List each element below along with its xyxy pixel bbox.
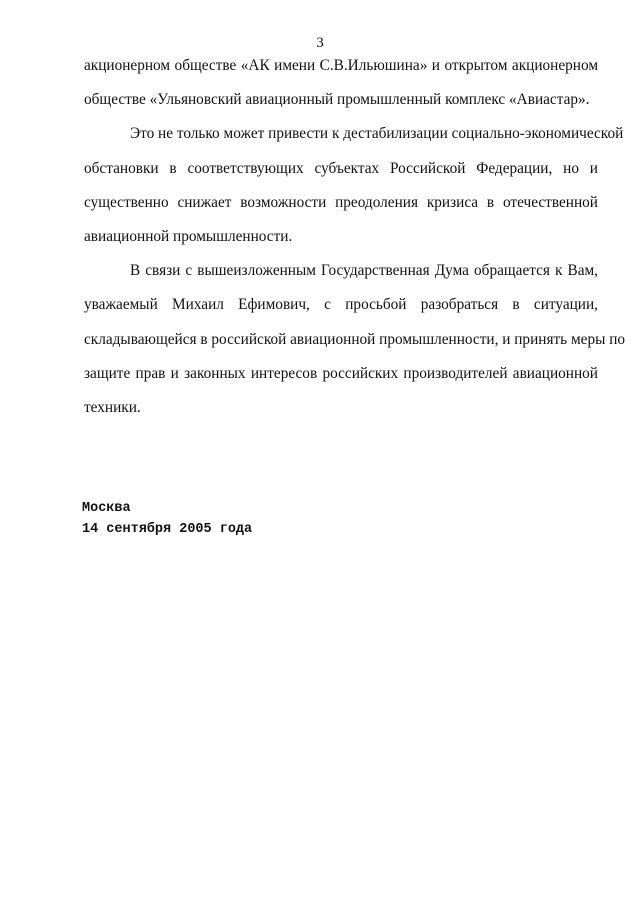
body-line: защите прав и законных интересов российских производителей авиационной: [84, 364, 598, 382]
city-label: Москва: [82, 501, 131, 516]
date-label: 14 сентября 2005 года: [82, 522, 253, 537]
letter-body: [84, 52, 626, 428]
body-line: обстановки в соответствующих субъектах Российской Федерации, но и: [84, 159, 598, 177]
body-line: авиационной промышленности.: [84, 227, 293, 245]
body-line: техники.: [84, 398, 141, 416]
page-number: 3: [316, 35, 324, 51]
body-line: уважаемый Михаил Ефимович, с просьбой разобраться в ситуации,: [84, 296, 598, 314]
body-line: Это не только может привести к дестабилизации социально-экономической: [130, 125, 624, 143]
body-line: складывающейся в российской авиационной промышленности, и принять меры по: [84, 330, 626, 348]
body-line: существенно снижает возможности преодоления кризиса в отечественной: [84, 193, 598, 211]
body-line: обществе «Ульяновский авиационный промышленный комплекс «Авиастар».: [84, 91, 590, 109]
body-line: акционерном обществе «АК имени С.В.Ильюшина» и открытом акционерном: [84, 57, 598, 74]
place-and-date: [82, 498, 252, 540]
body-line: В связи с вышеизложенным Государственная Дума обращается к Вам,: [130, 262, 598, 280]
